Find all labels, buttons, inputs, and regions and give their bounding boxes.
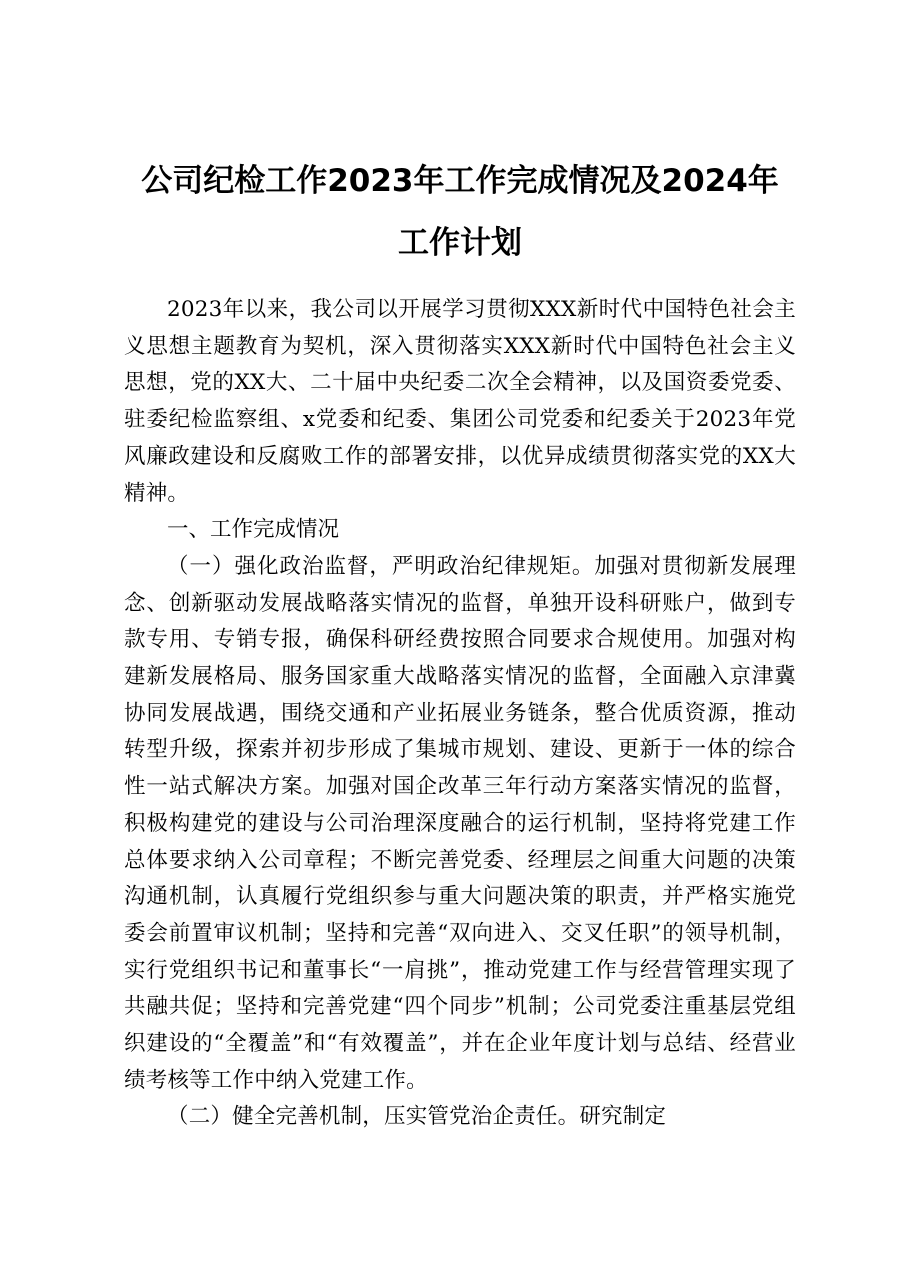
document-page bbox=[124, 150, 796, 1136]
title-line-1: 公司纪检工作2023年工作完成情况及2024年 bbox=[141, 163, 779, 199]
item-1-lead: （一）强化政治监督，严明政治纪律规矩。 bbox=[167, 553, 595, 579]
title-line-2: 工作计划 bbox=[398, 225, 522, 261]
item-2-body: 研究制定 bbox=[579, 1104, 667, 1130]
item-paragraph-2 bbox=[124, 1099, 796, 1136]
item-paragraph-1 bbox=[124, 549, 796, 1100]
item-2-lead: （二）健全完善机制，压实管党治企责任。 bbox=[167, 1104, 580, 1130]
document-title bbox=[124, 150, 796, 274]
section-heading-1: 一、工作完成情况 bbox=[167, 517, 340, 543]
document-body bbox=[124, 292, 796, 1136]
intro-paragraph: 2023年以来，我公司以开展学习贯彻XXX新时代中国特色社会主义思想主题教育为契机，深入贯彻落实XXX新时代中国特色社会主义思想，党的XX大、二十届中央纪委二次全会精神，以及国资委党委、驻委纪检监察组、x党委和纪委、集团公司党委和纪委关于2023年党风廉政建设和反腐败工作的部署安排，以优异成绩贯彻落实党的XX大精神。 bbox=[124, 297, 796, 506]
item-1-body: 加强对贯彻新发展理念、创新驱动发展战略落实情况的监督，单独开设科研账户，做到专款专用、专销专报，确保科研经费按照合同要求合规使用。加强对构建新发展格局、服务国家重大战略落实情况的监督，全面融入京津冀协同发展战遇，围绕交通和产业拓展业务链条，整合优质资源，推动转型升级，探索并初步形成了集城市规划、建设、更新于一体的综合性一站式解决方案。加强对国企改革三年行动方案落实情况的监督，积极构建党的建设与公司治理深度融合的运行机制，坚持将党建工作总体要求纳入公司章程；不断完善党委、经理层之间重大问题的决策沟通机制，认真履行党组织参与重大问题决策的职责，并严格实施党委会前置审议机制；坚持和完善“双向进入、交叉任职”的领导机制，实行党组织书记和董事长“一肩挑”，推动党建工作与经营管理实现了共融共促；坚持和完善党建“四个同步”机制；公司党委注重基层党组织建设的“全覆盖”和“有效覆盖”，并在企业年度计划与总结、经营业绩考核等工作中纳入党建工作。 bbox=[124, 553, 796, 1093]
